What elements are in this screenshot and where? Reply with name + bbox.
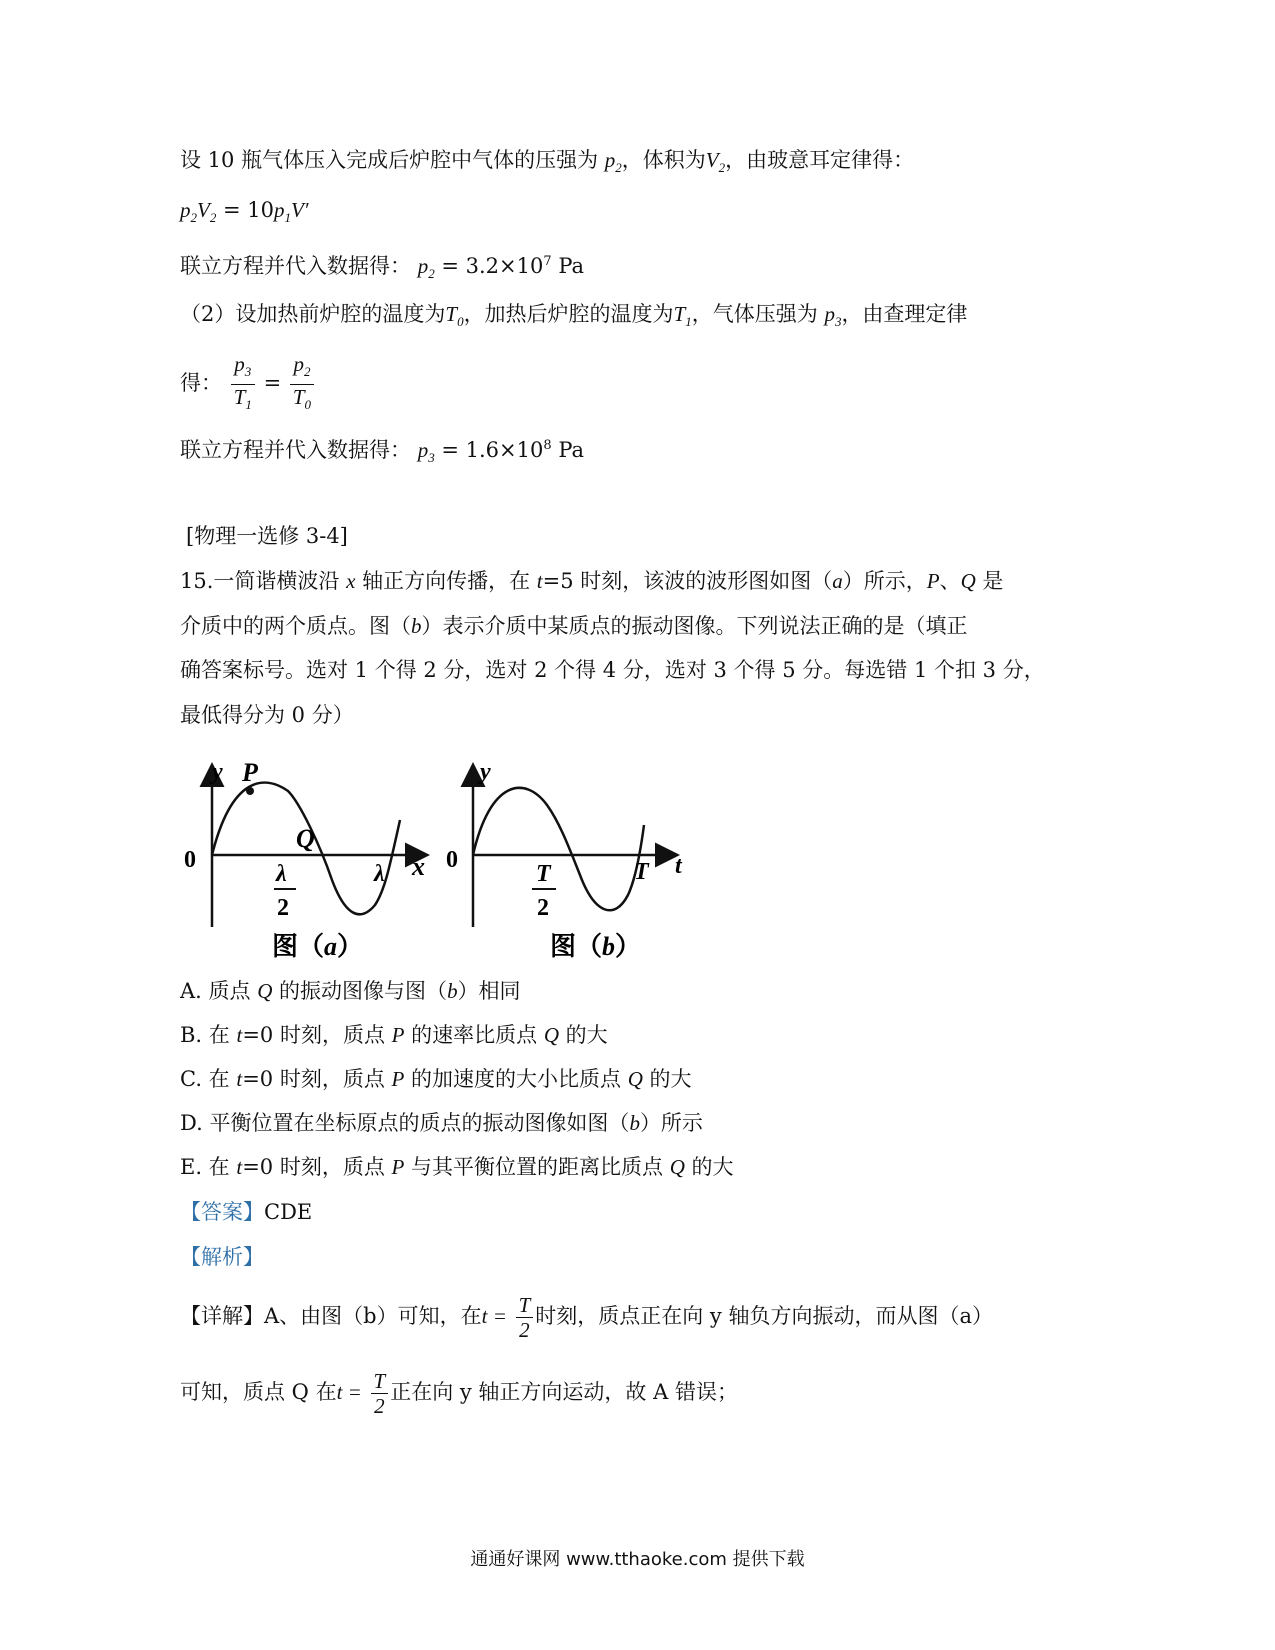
- label-Q: Q: [296, 824, 315, 853]
- var-p2: $p_2$: [604, 148, 622, 176]
- answer-value: CDE: [264, 1200, 313, 1224]
- svg-text:λ: λ: [374, 861, 385, 887]
- var-V2: $V_2$: [705, 148, 726, 176]
- equation-p3-result: 联立方程并代入数据得： $p_3 = 1.6\times 10^8$ Pa: [180, 438, 585, 466]
- svg-text:x: x: [412, 852, 425, 881]
- svg-text:y: y: [480, 759, 491, 785]
- question-15-line-4: 最低得分为 0 分）: [180, 703, 354, 727]
- option-B: B. 在 t=0 时刻，质点 P 的速率比质点 Q 的大: [180, 1023, 608, 1047]
- equation-charles: 得： $\frac{p_3}{T_1}$ = $\frac{p_2}{T_0}$: [180, 352, 316, 417]
- figure-b-caption: 图（b）: [550, 932, 642, 961]
- option-E: E. 在 t=0 时刻，质点 P 与其平衡位置的距离比质点 Q 的大: [180, 1155, 734, 1179]
- figure-a-wave-graph: [184, 758, 425, 961]
- option-A: A. 质点 Q 的振动图像与图（b）相同: [180, 979, 521, 1003]
- equation-boyle: $p_2V_2 = 10p_1V'$: [180, 198, 309, 226]
- svg-text:y: y: [212, 759, 223, 785]
- detail-line-1: 【详解】A、由图（b）可知，在t = $\frac{T}{2}$ 时刻，质点正在向 y 轴负方向振动，而从图（a）: [180, 1293, 993, 1342]
- text-line-boyle-setup: 设 10 瓶气体压入完成后炉腔中气体的压强为 $p_2$，体积为$V_2$，由玻意耳定律得：: [180, 148, 915, 176]
- text-line-charles-setup: （2）设加热前炉腔的温度为$T_0$，加热后炉腔的温度为$T_1$，气体压强为 $p_3$，由查理定律: [180, 302, 968, 330]
- svg-text:λ: λ: [276, 861, 287, 887]
- point-P: [246, 787, 254, 795]
- figure-a-caption: 图（a）: [272, 932, 364, 961]
- analysis-tag: 【解析】: [180, 1245, 264, 1269]
- svg-text:2: 2: [537, 895, 549, 921]
- question-15-line-1: 15.一简谐横波沿 x 轴正方向传播，在 t=5 时刻，该波的波形图如图（a）所示，P、Q 是: [180, 569, 1004, 593]
- svg-text:t: t: [675, 853, 682, 879]
- detail-line-2: 可知，质点 Q 在t = $\frac{T}{2}$ 正在向 y 轴正方向运动，故 A 错误；: [180, 1369, 738, 1418]
- footer-source: 通通好课网 www.tthaoke.com 提供下载: [470, 1549, 805, 1570]
- wave-figures: [170, 755, 710, 970]
- answer-line: [180, 1198, 312, 1226]
- section-header: [物理一选修 3-4]: [186, 524, 348, 548]
- svg-text:T: T: [634, 859, 649, 885]
- svg-text:T: T: [536, 861, 551, 887]
- equation-p2-result: 联立方程并代入数据得： $p_2 = 3.2\times 10^7$ Pa: [180, 254, 585, 282]
- question-15-line-2: 介质中的两个质点。图（b）表示介质中某质点的振动图像。下列说法正确的是（填正: [180, 614, 968, 638]
- question-15-line-3: 确答案标号。选对 1 个得 2 分，选对 2 个得 4 分，选对 3 个得 5 分。每选错 1 个扣 3 分，: [180, 658, 1045, 682]
- option-D: D. 平衡位置在坐标原点的质点的振动图像如图（b）所示: [180, 1111, 703, 1135]
- figure-b-vibration-curve: [473, 788, 644, 910]
- figure-b-vibration-graph: [446, 759, 683, 961]
- svg-text:0: 0: [446, 847, 458, 873]
- svg-text:0: 0: [184, 847, 196, 873]
- label-P: P: [242, 758, 258, 787]
- svg-text:2: 2: [277, 895, 289, 921]
- option-C: C. 在 t=0 时刻，质点 P 的加速度的大小比质点 Q 的大: [180, 1067, 692, 1091]
- answer-tag: 【答案】: [180, 1200, 264, 1224]
